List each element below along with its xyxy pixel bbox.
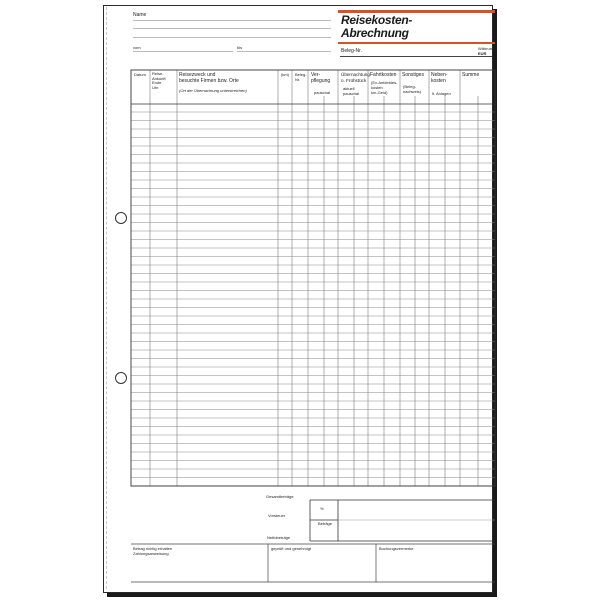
- col-sonstiges: Sonstiges: [402, 72, 424, 78]
- col-fahrtkosten-sub: (Ev-Anbietdes- kosten km-Geld): [371, 80, 398, 95]
- col-km: (km): [281, 72, 289, 77]
- col-anlagen: lt. Anlagen: [432, 91, 451, 96]
- col-datum: Datum: [134, 72, 146, 77]
- col-sonstiges-sub: (Beleg- nachweis): [403, 84, 422, 94]
- waehrung-label: Währung: [478, 46, 495, 51]
- vom-label: vom: [133, 45, 141, 50]
- col-summe: Summe: [462, 72, 480, 78]
- col-uebernachtung-sub: aktuell pauschal: [343, 86, 360, 96]
- waehrung-value: EUR: [478, 51, 487, 56]
- col-nebenkosten: Neben- kosten: [431, 72, 448, 84]
- col-uebernachtung: Übernachtung o. Frühstück: [341, 72, 370, 83]
- geprueft-label: geprüft und genehmigt: [271, 546, 312, 551]
- nettobetraege-label: Nettobeträge: [267, 535, 291, 540]
- col-fahrtkosten: Fahrtkosten: [370, 72, 397, 78]
- zahlungsanweisung-label: Zahlungsanweisung: [133, 551, 169, 556]
- col-verpflegung-pauschal: pauschal: [314, 90, 331, 95]
- col-ankunft: Reise- Ankunft Ende Uhr: [152, 71, 166, 90]
- betraege-label: Beträge: [318, 521, 333, 526]
- gesamtbetraege-label: Gesamtbeträge: [266, 494, 294, 499]
- beleg-nr-label: Beleg-Nr.: [341, 48, 362, 54]
- title-line-1: Reisekosten-: [341, 13, 413, 27]
- betrag-erhalten-label: Betrag richtig erhalten: [133, 546, 173, 551]
- bis-label: bis: [237, 45, 243, 50]
- col-beleg: Beleg- Nr.: [295, 72, 307, 82]
- vorsteuer-label: Vorsteuer: [268, 513, 286, 518]
- title-line-2: Abrechnung: [341, 26, 409, 40]
- percent-label: %: [320, 506, 324, 511]
- col-verpflegung: Ver- pflegung: [311, 72, 331, 84]
- col-reisezweck-note: (Ort der Übernachtung unterstreichen): [179, 88, 247, 93]
- name-label: Name: [133, 12, 147, 18]
- col-reisezweck: Reisezweck und besuchte Firmen bzw. Orte: [179, 72, 239, 84]
- buchungsvermerke-label: Buchungsvermerke: [379, 546, 414, 551]
